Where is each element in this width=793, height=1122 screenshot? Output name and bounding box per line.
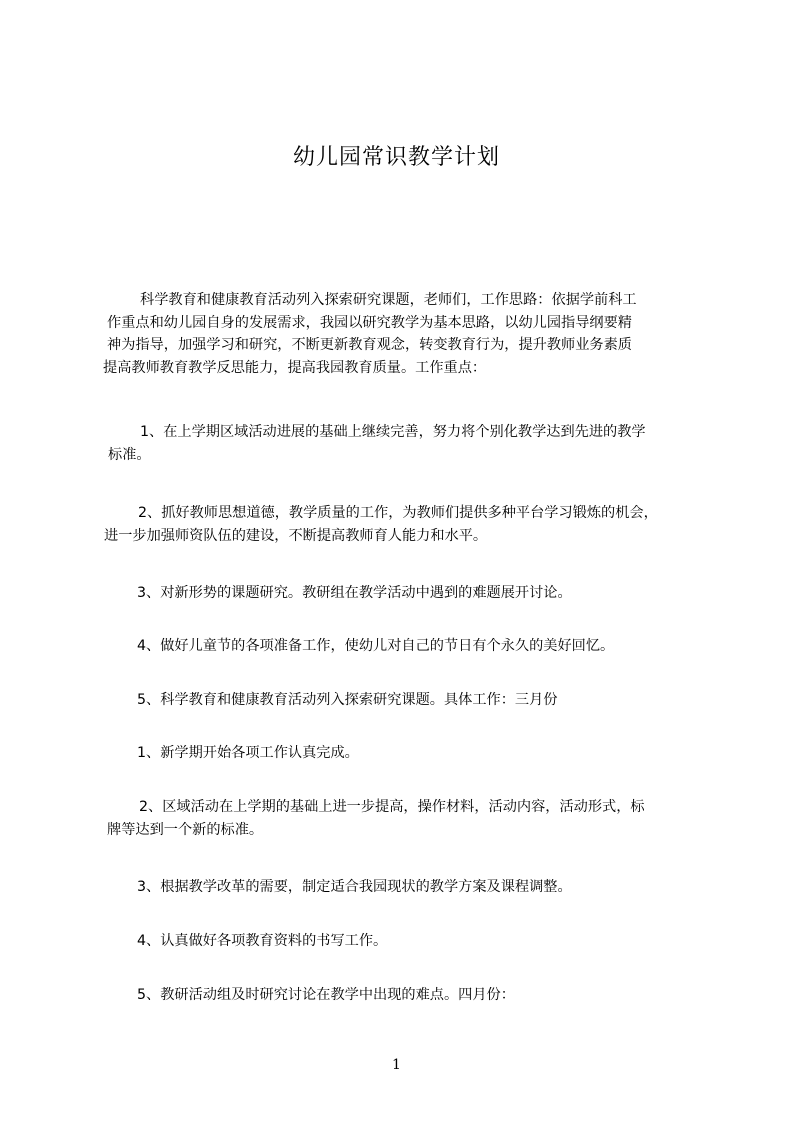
list-item-line: 3、根据教学改革的需要，制定适合我园现状的教学方案及课程调整。 [137, 879, 572, 895]
list-item [103, 876, 723, 899]
list-item-line: 1、新学期开始各项工作认真完成。 [137, 745, 359, 761]
list-item [103, 689, 723, 712]
intro-line: 提高教师教育教学反思能力，提高我园教育质量。工作重点： [103, 359, 487, 376]
list-item [103, 635, 723, 658]
intro-paragraph [103, 289, 723, 379]
list-item [103, 930, 723, 953]
list-item-line: 5、科学教育和健康教育活动列入探索研究课题。具体工作：三月份 [137, 692, 558, 708]
list-item-line: 1、在上学期区域活动进展的基础上继续完善，努力将个别化教学达到先进的教学 [140, 424, 646, 440]
page-number: 1 [392, 1057, 401, 1073]
list-item-line: 2、区域活动在上学期的基础上进一步提高，操作材料，活动内容，活动形式，标 [139, 799, 645, 815]
list-item-line: 3、对新形势的课题研究。教研组在教学活动中遇到的难题展开讨论。 [137, 585, 572, 601]
intro-line: 作重点和幼儿园自身的发展需求，我园以研究教学为基本思路，以幼儿园指导纲要精 [107, 314, 632, 331]
list-item [103, 502, 723, 547]
list-item-line: 5、教研活动组及时研究讨论在教学中出现的难点。四月份： [137, 987, 515, 1003]
list-item-line: 2、抓好教师思想道德，教学质量的工作，为教师们提供多种平台学习锻炼的机会， [138, 505, 658, 521]
list-item-line: 4、做好儿童节的各项准备工作，使幼儿对自己的节日有个永久的美好回忆。 [137, 638, 615, 654]
list-item [103, 742, 723, 765]
list-item [103, 421, 723, 466]
list-item-line: 牌等达到一个新的标准。 [107, 821, 264, 838]
list-item-line: 进一步加强师资队伍的建设，不断提高教师育人能力和水平。 [104, 527, 488, 544]
list-item-line: 标准。 [108, 446, 151, 463]
intro-line: 神为指导，加强学习和研究，不断更新教育观念，转变教育行为，提升教师业务素质 [107, 337, 632, 353]
list-item [103, 796, 723, 841]
document-title: 幼儿园常识教学计划 [292, 145, 500, 170]
list-item [103, 984, 723, 1007]
intro-line: 科学教育和健康教育活动列入探索研究课题，老师们，工作思路：依据学前科工 [140, 292, 637, 308]
list-item-line: 4、认真做好各项教育资料的书写工作。 [137, 933, 388, 949]
list-item [103, 582, 723, 605]
